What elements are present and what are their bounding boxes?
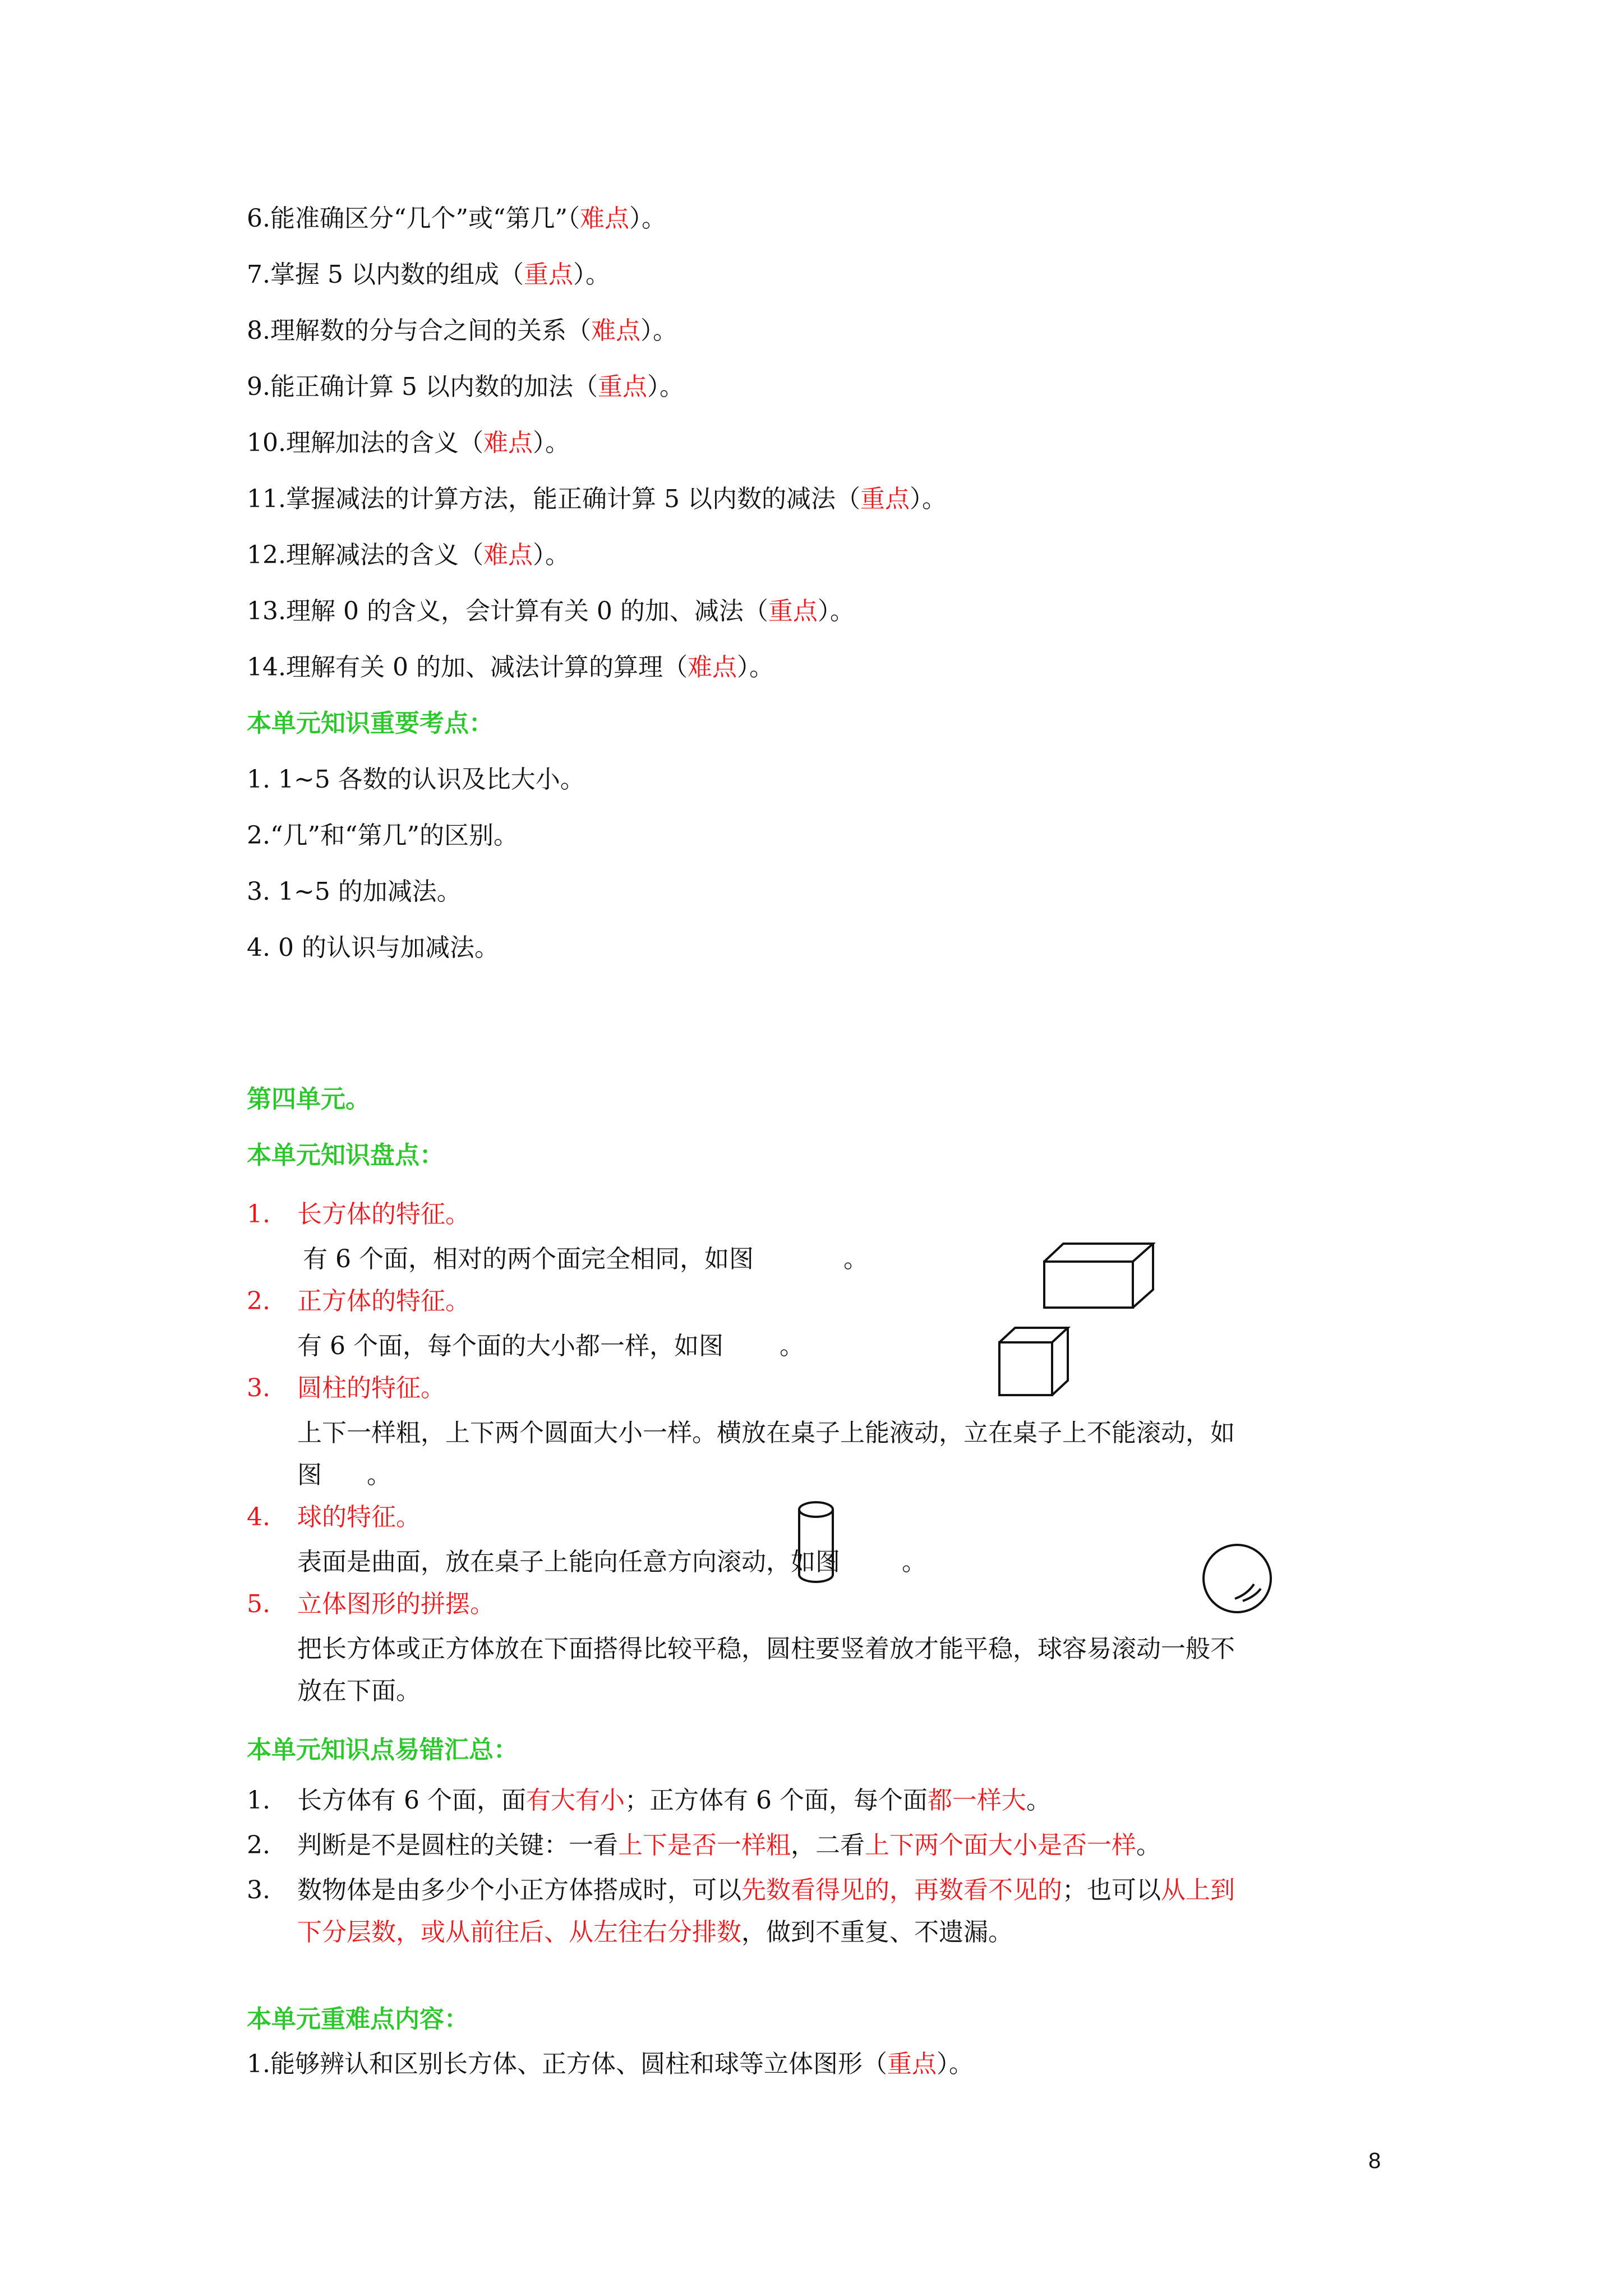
mistake-highlight: 上下两个面大小是否一样 [865, 1831, 1136, 1860]
feature-desc [303, 1243, 868, 1276]
list-item [247, 595, 855, 628]
mistake-item [297, 1829, 1161, 1862]
mistake-item-line2 [297, 1916, 1013, 1949]
item-text-end: ）。 [640, 316, 677, 345]
feature-title: 正方体的特征。 [297, 1287, 470, 1315]
item-text: 1.能够辨认和区别长方体、正方体、圆柱和球等立体图形（ [247, 2050, 887, 2078]
feature-desc-line2 [297, 1458, 391, 1492]
page-number: 8 [1368, 2148, 1381, 2173]
mistake-highlight: 从上到 [1161, 1876, 1235, 1904]
item-text: 13.理解 0 的含义，会计算有关 0 的加、减法（ [247, 597, 768, 625]
mistake-number: 1. [247, 1786, 270, 1815]
item-text-end: ）。 [647, 372, 684, 401]
mistake-number: 2. [247, 1831, 270, 1860]
list-item [247, 2047, 974, 2081]
item-text-end: ）。 [736, 653, 774, 682]
item-text: 9.能正确计算 5 以内数的加法（ [247, 372, 598, 401]
list-item [247, 426, 570, 460]
feature-number: 5. [247, 1590, 270, 1618]
cuboid-figure [1043, 1243, 1155, 1310]
mistake-text: 。 [1136, 1831, 1161, 1860]
section-heading: 本单元知识点易错汇总： [247, 1736, 518, 1764]
mistake-highlight: 有大有小 [525, 1786, 625, 1815]
section-heading: 本单元知识盘点： [247, 1141, 444, 1170]
list-item [247, 482, 947, 516]
feature-desc: 上下一样粗，上下两个圆面大小一样。横放在桌子上能液动，立在桌子上不能滚动，如 [297, 1419, 1235, 1447]
item-text: 10.理解加法的含义（ [247, 429, 483, 457]
difficulty-tag: 难点 [579, 204, 629, 233]
mistake-text: 判断是不是圆柱的关键：一看 [297, 1831, 618, 1860]
mistake-highlight: 都一样大 [927, 1786, 1026, 1815]
list-item [247, 539, 570, 572]
mistake-text: ，做到不重复、不遗漏。 [741, 1918, 1013, 1947]
section-heading: 本单元重难点内容： [247, 2005, 469, 2033]
feature-title: 长方体的特征。 [297, 1200, 470, 1228]
difficulty-tag: 难点 [483, 429, 533, 457]
key-tag: 重点 [887, 2050, 937, 2078]
feature-number: 2. [247, 1287, 270, 1315]
item-text-end: ）。 [573, 260, 610, 289]
mistake-text: 。 [1026, 1786, 1051, 1815]
mistake-text: ；也可以 [1062, 1876, 1161, 1904]
list-item: 3. 1~5 的加减法。 [247, 877, 462, 906]
item-text: 6.能准确区分“几个”或“第几”（ [247, 204, 580, 233]
section-heading: 本单元知识重要考点： [247, 709, 494, 738]
list-item: 4. 0 的认识与加减法。 [247, 933, 499, 962]
key-tag: 重点 [523, 260, 573, 289]
mistake-text: ；正方体有 6 个面，每个面 [624, 1786, 928, 1815]
mistake-item [297, 1874, 1235, 1907]
item-text-end: ）。 [936, 2050, 974, 2078]
feature-desc-text: 有 6 个面，相对的两个面完全相同，如图 [303, 1245, 754, 1273]
item-text-end: ）。 [629, 204, 666, 233]
difficulty-tag: 难点 [483, 541, 533, 569]
list-item: 1. 1~5 各数的认识及比大小。 [247, 765, 585, 794]
mistake-highlight: 下分层数，或从前往后、从左往右分排数 [297, 1918, 741, 1947]
feature-desc-text: 图 [297, 1461, 322, 1489]
mistake-item [297, 1784, 1051, 1818]
mistake-highlight: 先数看得见的，再数看不见的 [741, 1876, 1062, 1904]
item-text: 11.掌握减法的计算方法，能正确计算 5 以内数的减法（ [247, 485, 860, 513]
list-item [247, 314, 677, 348]
unit-title: 第四单元。 [247, 1085, 370, 1114]
feature-number: 1. [247, 1200, 270, 1228]
item-text-end: ）。 [532, 429, 570, 457]
list-item [247, 651, 774, 684]
feature-desc-line2: 放在下面。 [297, 1677, 421, 1705]
mistake-number: 3. [247, 1876, 270, 1904]
key-tag: 重点 [597, 372, 647, 401]
list-item [247, 370, 684, 404]
feature-title: 立体图形的拼摆。 [297, 1590, 495, 1618]
feature-desc-text: 表面是曲面，放在桌子上能向任意方向滚动，如图 [297, 1548, 840, 1576]
difficulty-tag: 难点 [591, 316, 640, 345]
item-text-end: ）。 [532, 541, 570, 569]
item-text: 8.理解数的分与合之间的关系（ [247, 316, 591, 345]
item-text-end: ）。 [909, 485, 947, 513]
cube-figure [998, 1327, 1077, 1397]
feature-number: 3. [247, 1374, 270, 1402]
list-item [247, 258, 610, 292]
feature-desc-end: 。 [367, 1461, 391, 1489]
mistake-text: ，二看 [791, 1831, 865, 1860]
feature-title: 球的特征。 [297, 1503, 421, 1531]
list-item: 2.“几”和“第几”的区别。 [247, 821, 518, 850]
item-text: 12.理解减法的含义（ [247, 541, 483, 569]
mistake-text: 数物体是由多少个小正方体搭成时，可以 [297, 1876, 741, 1904]
cylinder-figure [796, 1501, 836, 1585]
feature-desc-end: 。 [843, 1245, 868, 1273]
feature-desc: 把长方体或正方体放在下面搭得比较平稳，圆柱要竖着放才能平稳，球容易滚动一般不 [297, 1635, 1235, 1663]
feature-desc-end: 。 [779, 1332, 804, 1360]
mistake-highlight: 上下是否一样粗 [618, 1831, 791, 1860]
mistake-text: 长方体有 6 个面，面 [297, 1786, 526, 1815]
item-text-end: ）。 [817, 597, 855, 625]
feature-number: 4. [247, 1503, 270, 1531]
feature-title: 圆柱的特征。 [297, 1374, 445, 1402]
item-text: 7.掌握 5 以内数的组成（ [247, 260, 524, 289]
feature-desc-text: 有 6 个面，每个面的大小都一样，如图 [297, 1332, 723, 1360]
feature-desc-end: 。 [902, 1548, 926, 1576]
key-tag: 重点 [860, 485, 910, 513]
feature-desc [297, 1329, 804, 1363]
key-tag: 重点 [768, 597, 818, 625]
difficulty-tag: 难点 [687, 653, 737, 682]
item-text: 14.理解有关 0 的加、减法计算的算理（ [247, 653, 688, 682]
list-item [247, 202, 666, 236]
sphere-figure [1200, 1543, 1279, 1616]
